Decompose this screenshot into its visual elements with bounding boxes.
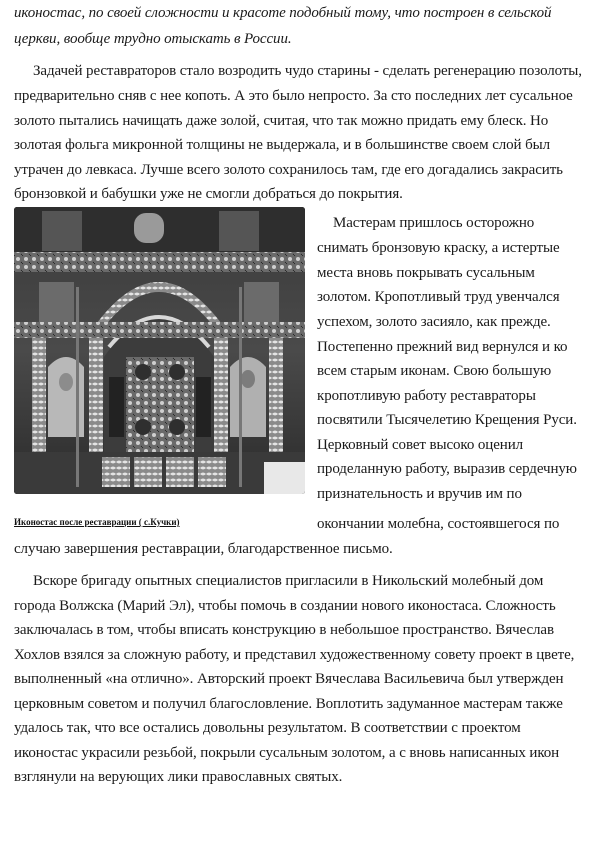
photo-caption: Иконостас после реставрации ( с.Кучки) [14, 517, 180, 527]
text-line: признательность и вручив им по [317, 486, 522, 502]
text-line: проделанную работу, выразив сердечную [317, 461, 577, 477]
text-line: Церковный совет высоко оценил [317, 437, 524, 453]
text-line: Постепенно прежний вид вернулся и ко [317, 339, 568, 355]
iconostasis-image [14, 207, 305, 494]
text-line: взглянули на верующих лики православных святых. [14, 769, 343, 785]
text-line: посвятили Тысячелетию Крещения Руси. [317, 412, 577, 428]
text-line: Хохлов взялся за сложную работу, и представил художественному совету проект в цвете, [14, 647, 575, 663]
text-line: места вновь покрывать сусальным [317, 265, 535, 281]
text-line: золотая фольга микронной толщины не выдержала, и в большинстве своем слой был [14, 137, 551, 153]
text-line: всем старым иконам. Свою большую [317, 363, 552, 379]
text-line: иконостас украсили резьбой, покрыли сусальным золотом, а с вновь написанных икон [14, 745, 560, 761]
text-line: города Волжска (Марий Эл), чтобы помочь в создании нового иконостаса. Сложность [14, 598, 556, 614]
text-line: церковным советом и получил благословление. Воплотить задуманное мастерам также [14, 696, 563, 712]
text-line: успехом, золото засияло, как прежде. [317, 314, 551, 330]
text-line: Мастерам пришлось осторожно [333, 215, 535, 231]
text-line: церкви, вообще трудно отыскать в России. [14, 31, 292, 47]
text-line: золотом. Кропотливый труд увенчался [317, 289, 560, 305]
text-line: случаю завершения реставрации, благодарственное письмо. [14, 541, 393, 557]
text-line: окончании молебна, состоявшегося по [317, 516, 560, 532]
text-line: выполненный «на отлично». Авторский проект Вячеслава Васильевича был утвержден [14, 671, 564, 687]
text-line: заключалась в том, чтобы вписать конструкцию в небольшое пространство. Вячеслав [14, 622, 554, 638]
text-line: кропотливую работу реставраторы [317, 388, 536, 404]
text-line: золото пытались начищать даже золой, считая, что так можно придать ему блеск. Но [14, 113, 549, 129]
text-line: Вскоре бригаду опытных специалистов пригласили в Никольский молебный дом [33, 573, 544, 589]
iconostasis-photo [14, 207, 305, 494]
text-line: Задачей реставраторов стало возродить чудо старины - сделать регенерацию позолоты, [33, 63, 582, 79]
text-line: иконостас, по своей сложности и красоте подобный тому, что построен в сельской [14, 5, 552, 21]
text-line: удалось так, что все остались довольны результатом. В соответствии с проектом [14, 720, 521, 736]
text-line: снимать бронзовую краску, а истертые [317, 240, 560, 256]
text-line: предварительно сняв с нее копоть. А это было непросто. За сто последних лет сусальное [14, 88, 573, 104]
text-line: бронзовкой и бабушки уже не смогли добраться до покрытия. [14, 186, 403, 202]
text-line: утрачен до левкаса. Лучше всего золото сохранилось там, где его догадались закрасить [14, 162, 563, 178]
